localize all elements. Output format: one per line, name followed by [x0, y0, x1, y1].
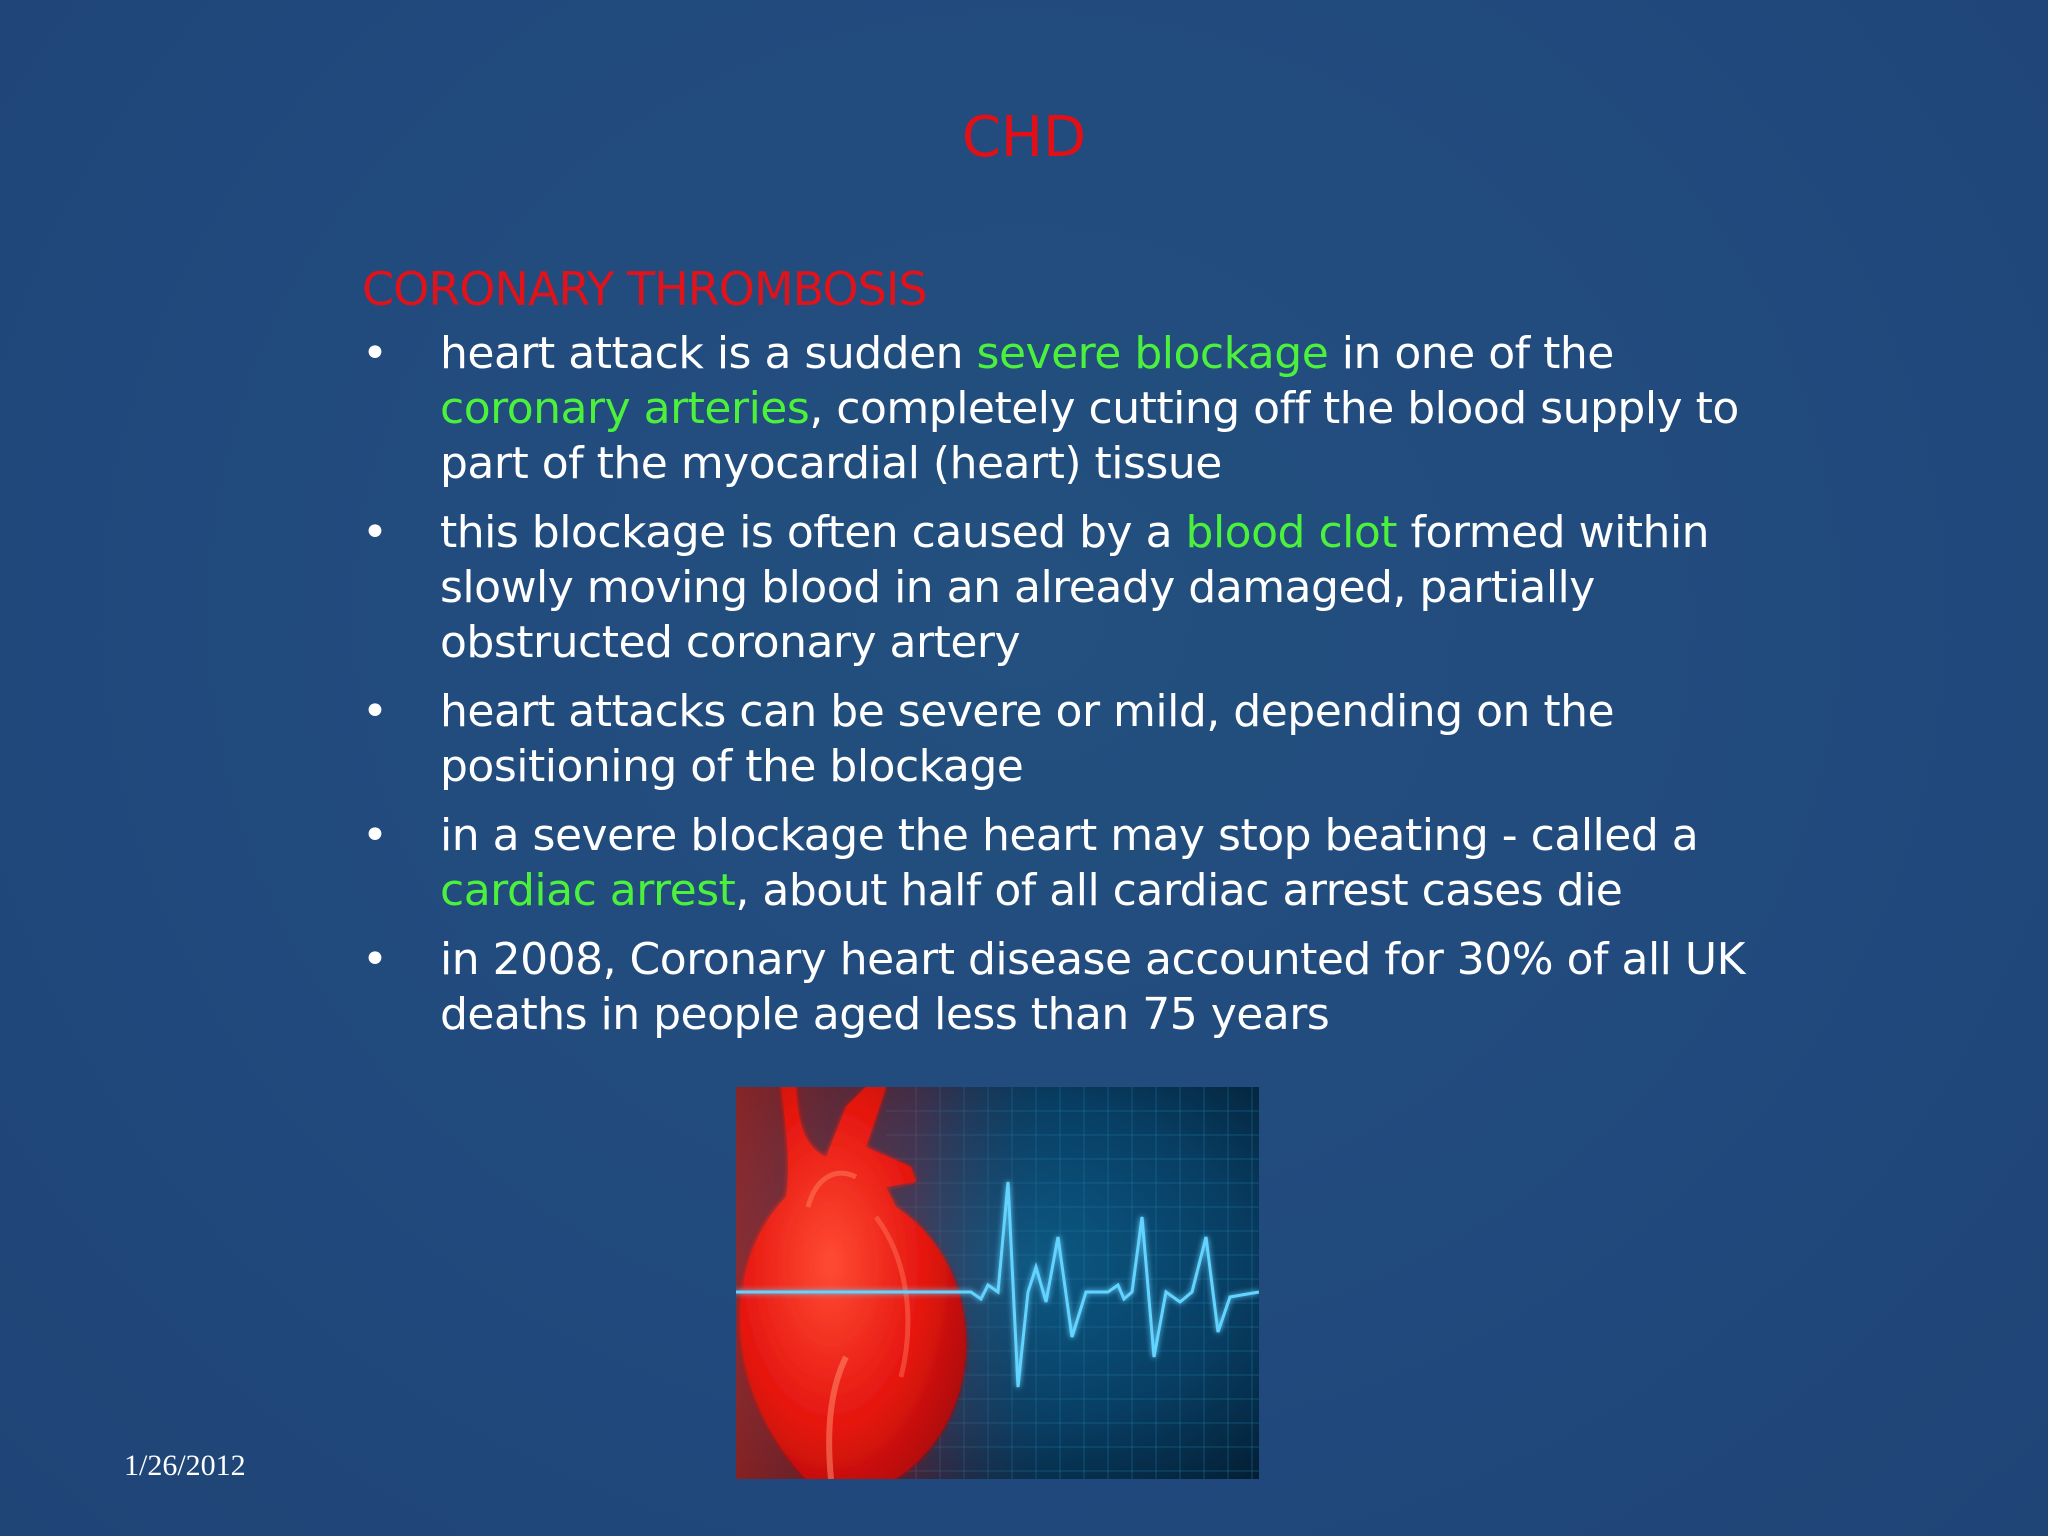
bullet-text: this blockage is often caused by a — [440, 507, 1186, 558]
bullet-dot: • — [362, 507, 388, 558]
bullet-dot: • — [362, 934, 388, 985]
bullet-dot: • — [362, 328, 388, 379]
bullet-text: , about half of all cardiac arrest cases die — [735, 865, 1623, 916]
slide-date: 1/26/2012 — [124, 1449, 246, 1482]
bullet-item — [362, 932, 1762, 1042]
highlight-text: severe blockage — [976, 328, 1329, 379]
bullet-text: heart attack is a sudden — [440, 328, 977, 379]
bullet-text: formed within slowly moving blood in an already damaged, partially obstructed coronary artery — [440, 507, 1710, 668]
bullet-dot: • — [362, 686, 388, 737]
slide-title: CHD — [961, 105, 1087, 170]
bullet-text: , completely cutting off the blood supply to part of the myocardial (heart) tissue — [440, 383, 1739, 489]
bullet-item — [362, 505, 1762, 670]
bullet-text: in a severe blockage the heart may stop beating - called a — [440, 810, 1699, 861]
slide-subtitle: CORONARY THROMBOSIS — [362, 262, 927, 316]
bullet-list — [362, 326, 1762, 1056]
bullet-text: heart attacks can be severe or mild, depending on the positioning of the blockage — [440, 686, 1615, 792]
highlight-text: coronary arteries — [440, 383, 810, 434]
heart-ecg-image — [736, 1087, 1259, 1479]
bullet-item — [362, 326, 1762, 491]
bullet-dot: • — [362, 810, 388, 861]
bullet-item — [362, 808, 1762, 918]
highlight-text: cardiac arrest — [440, 865, 736, 916]
bullet-item — [362, 684, 1762, 794]
heart-ecg-icon — [736, 1087, 1259, 1479]
bullet-text: in 2008, Coronary heart disease accounted for 30% of all UK deaths in people aged less than 75 years — [440, 934, 1745, 1040]
highlight-text: blood clot — [1185, 507, 1398, 558]
bullet-text: in one of the — [1328, 328, 1614, 379]
